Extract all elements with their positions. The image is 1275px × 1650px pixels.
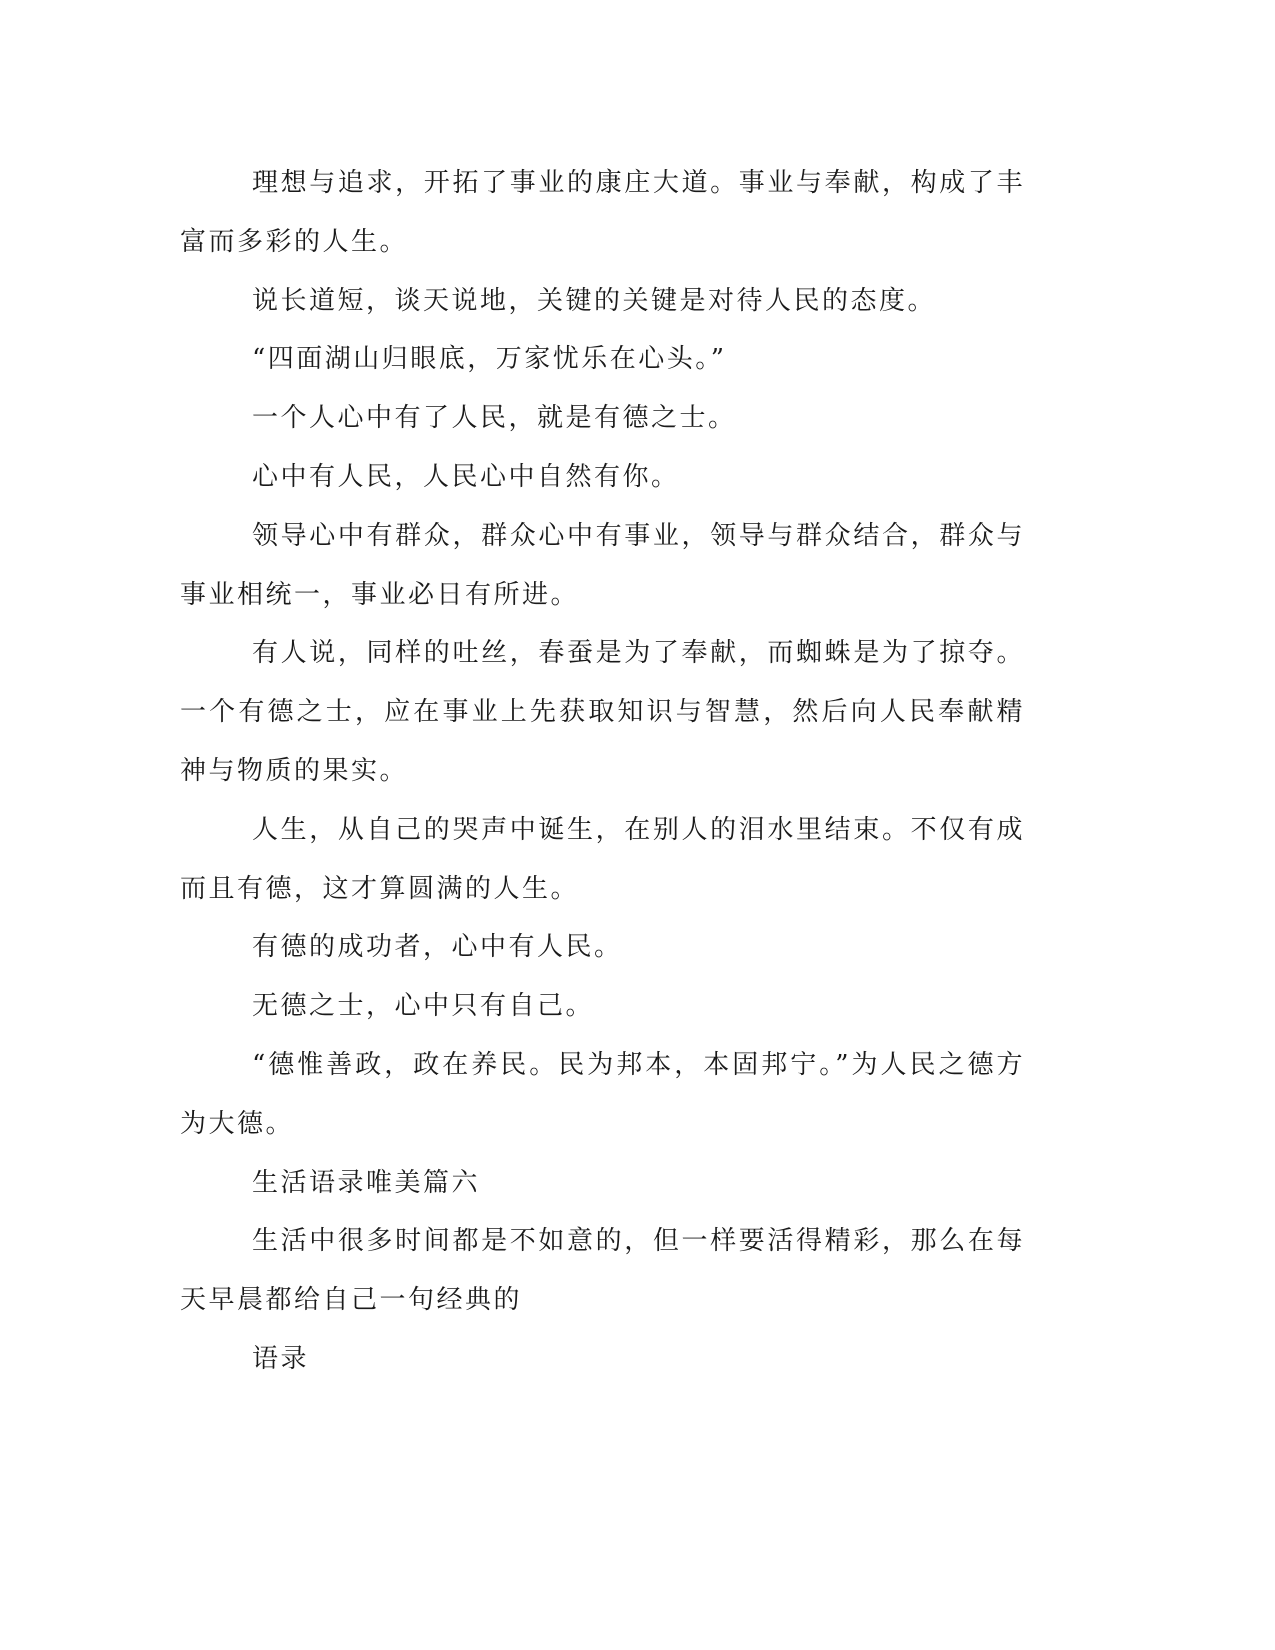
paragraph-virtuous-person: 一个人心中有了人民，就是有德之士。 xyxy=(252,403,737,434)
paragraph-leaders-and-masses: 领导心中有群众，群众心中有事业，领导与群众结合，群众与事业相统一，事业必日有所进。 xyxy=(180,520,1025,610)
paragraph-ideal-pursuit: 理想与追求，开拓了事业的康庄大道。事业与奉献，构成了丰富而多彩的人生。 xyxy=(180,168,1025,257)
document-body xyxy=(180,154,1025,1389)
paragraph-silkworm-spider: 有人说，同样的吐丝，春蚕是为了奉献，而蜘蛛是为了掠夺。一个有德之士，应在事业上先获取知识与智慧，然后向人民奉献精神与物质的果实。 xyxy=(180,638,1025,786)
paragraph-attitude-to-people: 说长道短，谈天说地，关键的关键是对待人民的态度。 xyxy=(252,285,937,316)
paragraph-quote-lakes-mountains: “四面湖山归眼底，万家忧乐在心头。” xyxy=(252,344,727,375)
section-heading: 生活语录唯美篇六 xyxy=(252,1167,481,1198)
paragraph-without-virtue: 无德之士，心中只有自己。 xyxy=(252,991,595,1022)
paragraph-people-in-heart: 心中有人民，人民心中自然有你。 xyxy=(252,461,680,492)
paragraph-quotes: 语录 xyxy=(252,1343,310,1374)
paragraph-virtuous-successor: 有德的成功者，心中有人民。 xyxy=(252,932,623,963)
paragraph-quote-good-governance: “德惟善政，政在养民。民为邦本，本固邦宁。”为人民之德方为大德。 xyxy=(180,1049,1025,1139)
paragraph-life-crying: 人生，从自己的哭声中诞生，在别人的泪水里结束。不仅有成而且有德，这才算圆满的人生。 xyxy=(180,814,1025,904)
paragraph-life-not-as-wished: 生活中很多时间都是不如意的，但一样要活得精彩，那么在每天早晨都给自己一句经典的 xyxy=(180,1226,1025,1316)
